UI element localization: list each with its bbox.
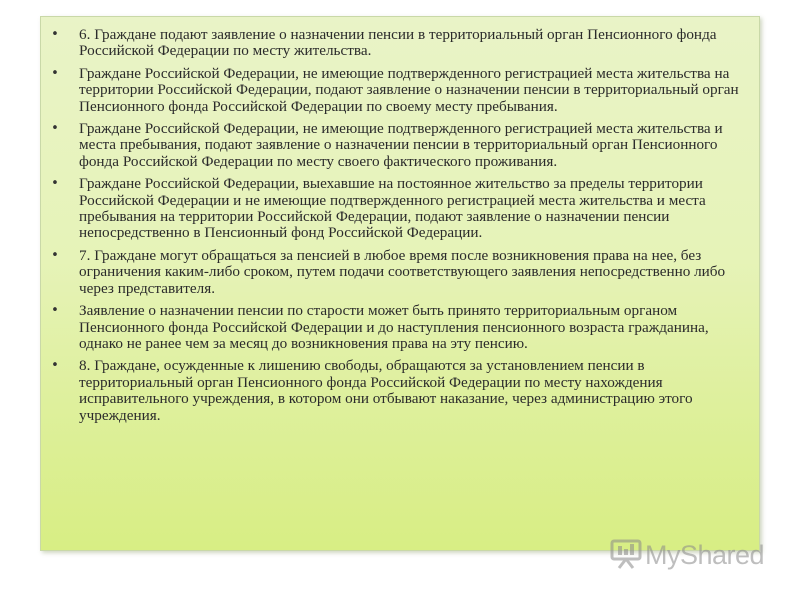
bullet-dot: • <box>51 176 59 192</box>
bullet-dot: • <box>51 247 59 263</box>
bullet-item <box>49 66 745 115</box>
bullet-text: Заявление о назначении пенсии по старости может быть принято территориальным органом Пенсионного фонда Российской Федерации и до наступления пенсионного возраста гражданина, однако не ранее чем за месяц до возникновения права на эту пенсию. <box>79 302 709 352</box>
bullet-text: 7. Граждане могут обращаться за пенсией в любое время после возникновения права на нее, без ограничения каким-либо сроком, путем подачи соответствующего заявления непосредственно либо через представителя. <box>79 246 726 297</box>
bullet-item <box>49 248 745 297</box>
bullet-dot: • <box>51 121 59 137</box>
bullet-item <box>49 303 745 352</box>
presentation-board-icon <box>609 536 643 575</box>
bullet-dot: • <box>51 65 59 81</box>
content-panel <box>40 16 760 551</box>
bullet-text: Граждане Российской Федерации, выехавшие на постоянное жительство за пределы территории Российской Федерации и не имеющие подтвержденного регистрацией места жительства и места пребывания на территории Российской Федерации, подают заявление о назначении пенсии непосредственно в Пенсионный фонд Российской Федерации. <box>79 175 706 242</box>
bullet-dot: • <box>51 358 59 374</box>
bullet-dot: • <box>51 27 59 42</box>
bullet-item <box>49 121 745 170</box>
bullet-text: 8. Граждане, осужденные к лишению свободы, обращаются за установлением пенсии в территориальный орган Пенсионного фонда Российской Федерации по месту нахождения исправительного учреждения, в котором они отбывают наказание, через администрацию этого учреждения. <box>79 357 693 424</box>
bullet-item <box>49 176 745 242</box>
watermark-text: MyShared <box>645 539 765 570</box>
bullet-list <box>49 27 745 424</box>
bullet-item <box>49 358 745 424</box>
watermark <box>609 538 764 572</box>
bullet-text: 6. Граждане подают заявление о назначении пенсии в территориальный орган Пенсионного фонда Российской Федерации по месту жительства. <box>79 26 717 60</box>
bullet-item <box>49 27 745 60</box>
bullet-text: Граждане Российской Федерации, не имеющие подтвержденного регистрацией места жительства и места пребывания, подают заявление о назначении пенсии в территориальный орган Пенсионного фонда Российской Федерации по месту своего фактического проживания. <box>79 120 723 170</box>
bullet-text: Граждане Российской Федерации, не имеющие подтвержденного регистрацией места жительства на территории Российской Федерации, подают заявление о назначении пенсии в территориальный орган Пенсионного фонда Российской Федерации по своему месту пребывания. <box>79 64 739 115</box>
bullet-dot: • <box>51 303 59 319</box>
